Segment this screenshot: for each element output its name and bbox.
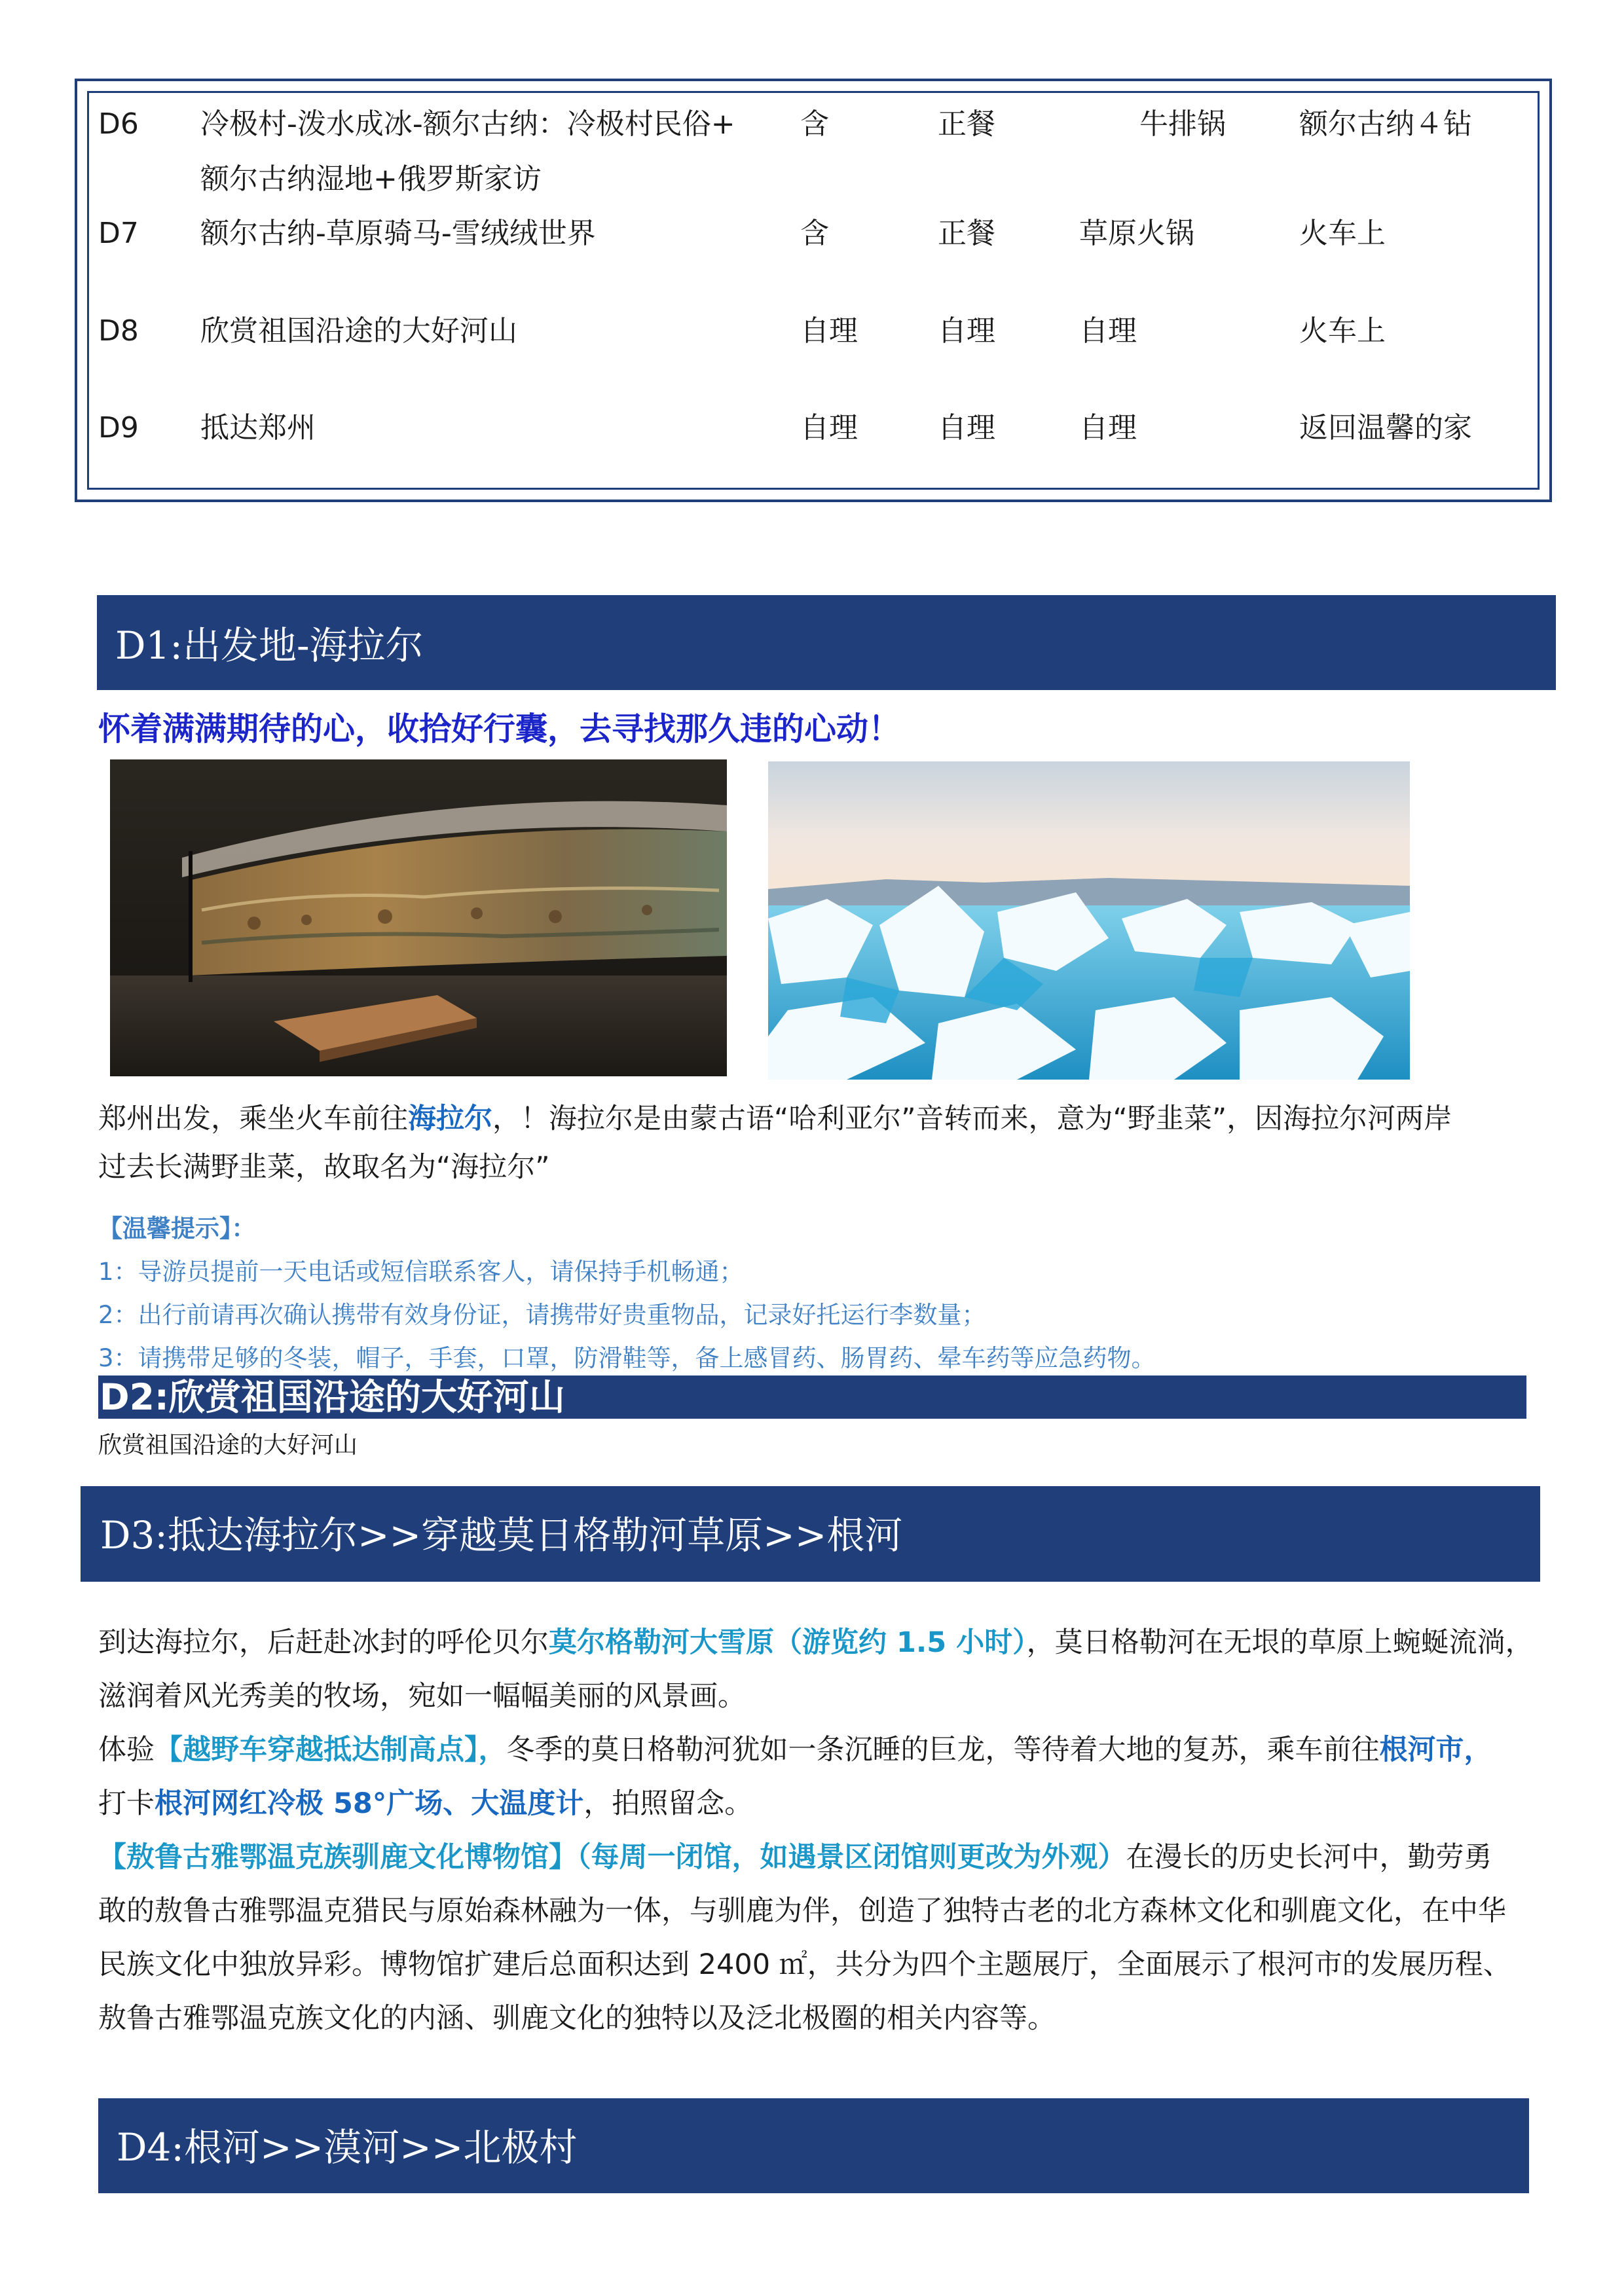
tip-item: 1：导游员提前一天电话或短信联系客人，请保持手机畅通； [98, 1258, 744, 1286]
day-cell: D7 [98, 217, 139, 250]
itinerary-table [87, 91, 1540, 490]
d3-paragraph-line [98, 1831, 1492, 1884]
d1-description-line [98, 1092, 1452, 1146]
highlight-activity: 【越野车穿越抵达制高点】， [155, 1734, 507, 1766]
section-banner-d2 [98, 1376, 1526, 1419]
route-cell: 欣赏祖国沿途的大好河山 [200, 314, 517, 348]
d3-paragraph-line: 民族文化中独放异彩。博物馆扩建后总面积达到 2400 ㎡，共分为四个主题展厅，全面展示了根河市的发展历程、 [98, 1948, 1511, 1981]
d2-description: 欣赏祖国沿途的大好河山 [98, 1432, 358, 1459]
breakfast-cell: 自理 [800, 314, 858, 348]
breakfast-cell: 自理 [800, 411, 858, 445]
tip-item: 2：出行前请再次确认携带有效身份证，请携带好贵重物品，记录好托运行李数量； [98, 1301, 986, 1329]
highlight-place: 海拉尔 [408, 1102, 492, 1135]
section-title: D4:根河>>漠河>>北极村 [117, 2125, 578, 2170]
day-cell: D8 [98, 314, 139, 348]
dinner-cell: 自理 [1079, 314, 1137, 348]
d3-paragraph-line [98, 1777, 752, 1831]
tip-item: 3：请携带足够的冬装，帽子，手套，口罩，防滑鞋等，备上感冒药、肠胃药、晕车药等应急药物。 [98, 1344, 1156, 1372]
ice-landscape-photo [768, 761, 1410, 1080]
section-title: D1:出发地-海拉尔 [115, 623, 424, 668]
highlight-attraction: 根河网红冷极 58°广场、大温度计 [155, 1787, 584, 1820]
day-cell: D6 [98, 107, 139, 141]
d3-paragraph-line: 滋润着风光秀美的牧场，宛如一幅幅美丽的风景画。 [98, 1680, 746, 1713]
desc-text: 到达海拉尔，后赶赴冰封的呼伦贝尔 [98, 1626, 549, 1659]
desc-text: 冬季的莫日格勒河犹如一条沉睡的巨龙，等待着大地的复苏，乘车前往 [506, 1734, 1380, 1766]
dinner-cell: 草原火锅 [1079, 217, 1194, 250]
desc-text: 打卡 [98, 1787, 155, 1820]
desc-text: ，莫日格勒河在无垠的草原上蜿蜒流淌， [1026, 1626, 1534, 1659]
d3-paragraph-line [98, 1723, 1492, 1777]
d1-description-line: 过去长满野韭菜，故取名为“海拉尔” [98, 1151, 550, 1184]
highlight-place: 根河市， [1379, 1734, 1492, 1766]
lunch-cell: 自理 [938, 411, 995, 445]
hotel-cell: 火车上 [1299, 314, 1386, 348]
lunch-cell: 正餐 [938, 217, 995, 250]
route-cell-continued: 额尔古纳湿地+俄罗斯家访 [200, 162, 542, 196]
highlight-attraction: 莫尔格勒河大雪原（游览约 1.5 小时） [549, 1626, 1027, 1659]
d3-paragraph-line: 敖鲁古雅鄂温克族文化的内涵、驯鹿文化的独特以及泛北极圈的相关内容等。 [98, 2002, 1056, 2035]
breakfast-cell: 含 [800, 217, 829, 250]
desc-text: 郑州出发，乘坐火车前往 [98, 1102, 408, 1135]
lunch-cell: 自理 [938, 314, 995, 348]
tips-title: 【温馨提示】： [98, 1214, 256, 1243]
hotel-cell: 火车上 [1299, 217, 1386, 250]
d3-paragraph-line [98, 1616, 1534, 1669]
desc-text: 在漫长的历史长河中，勤劳勇 [1126, 1841, 1492, 1874]
highlight-museum: 【敖鲁古雅鄂温克族驯鹿文化博物馆】（每周一闭馆，如遇景区闭馆则更改为外观） [98, 1841, 1126, 1874]
desc-text: ，拍照留念。 [583, 1787, 753, 1820]
day-cell: D9 [98, 411, 139, 445]
section-title: D3:抵达海拉尔>>穿越莫日格勒河草原>>根河 [100, 1513, 903, 1558]
dinner-cell: 牛排锅 [1139, 107, 1226, 141]
route-cell: 冷极村-泼水成冰-额尔古纳：冷极村民俗+ [200, 107, 735, 141]
breakfast-cell: 含 [800, 107, 829, 141]
section-banner-d1 [97, 595, 1556, 690]
section-title: D2:欣赏祖国沿途的大好河山 [100, 1376, 565, 1418]
section-banner-d4 [98, 2098, 1529, 2193]
dinner-cell: 自理 [1079, 411, 1137, 445]
route-cell: 额尔古纳-草原骑马-雪绒绒世界 [200, 217, 596, 250]
desc-text: 体验 [98, 1734, 155, 1766]
desc-text: ，！海拉尔是由蒙古语“哈利亚尔”音转而来，意为“野韭菜”，因海拉尔河两岸 [492, 1102, 1452, 1135]
lunch-cell: 正餐 [938, 107, 995, 141]
hotel-cell: 额尔古纳４钻 [1299, 107, 1472, 141]
d1-tagline: 怀着满满期待的心，收拾好行囊，去寻找那久违的心动！ [98, 710, 901, 748]
route-cell: 抵达郑州 [200, 411, 316, 445]
d3-paragraph-line: 敢的敖鲁古雅鄂温克猎民与原始森林融为一体，与驯鹿为伴，创造了独特古老的北方森林文化和驯鹿文化，在中华 [98, 1895, 1506, 1927]
section-banner-d3 [81, 1486, 1540, 1582]
hotel-cell: 返回温馨的家 [1299, 411, 1472, 445]
museum-mural-photo [110, 759, 727, 1076]
